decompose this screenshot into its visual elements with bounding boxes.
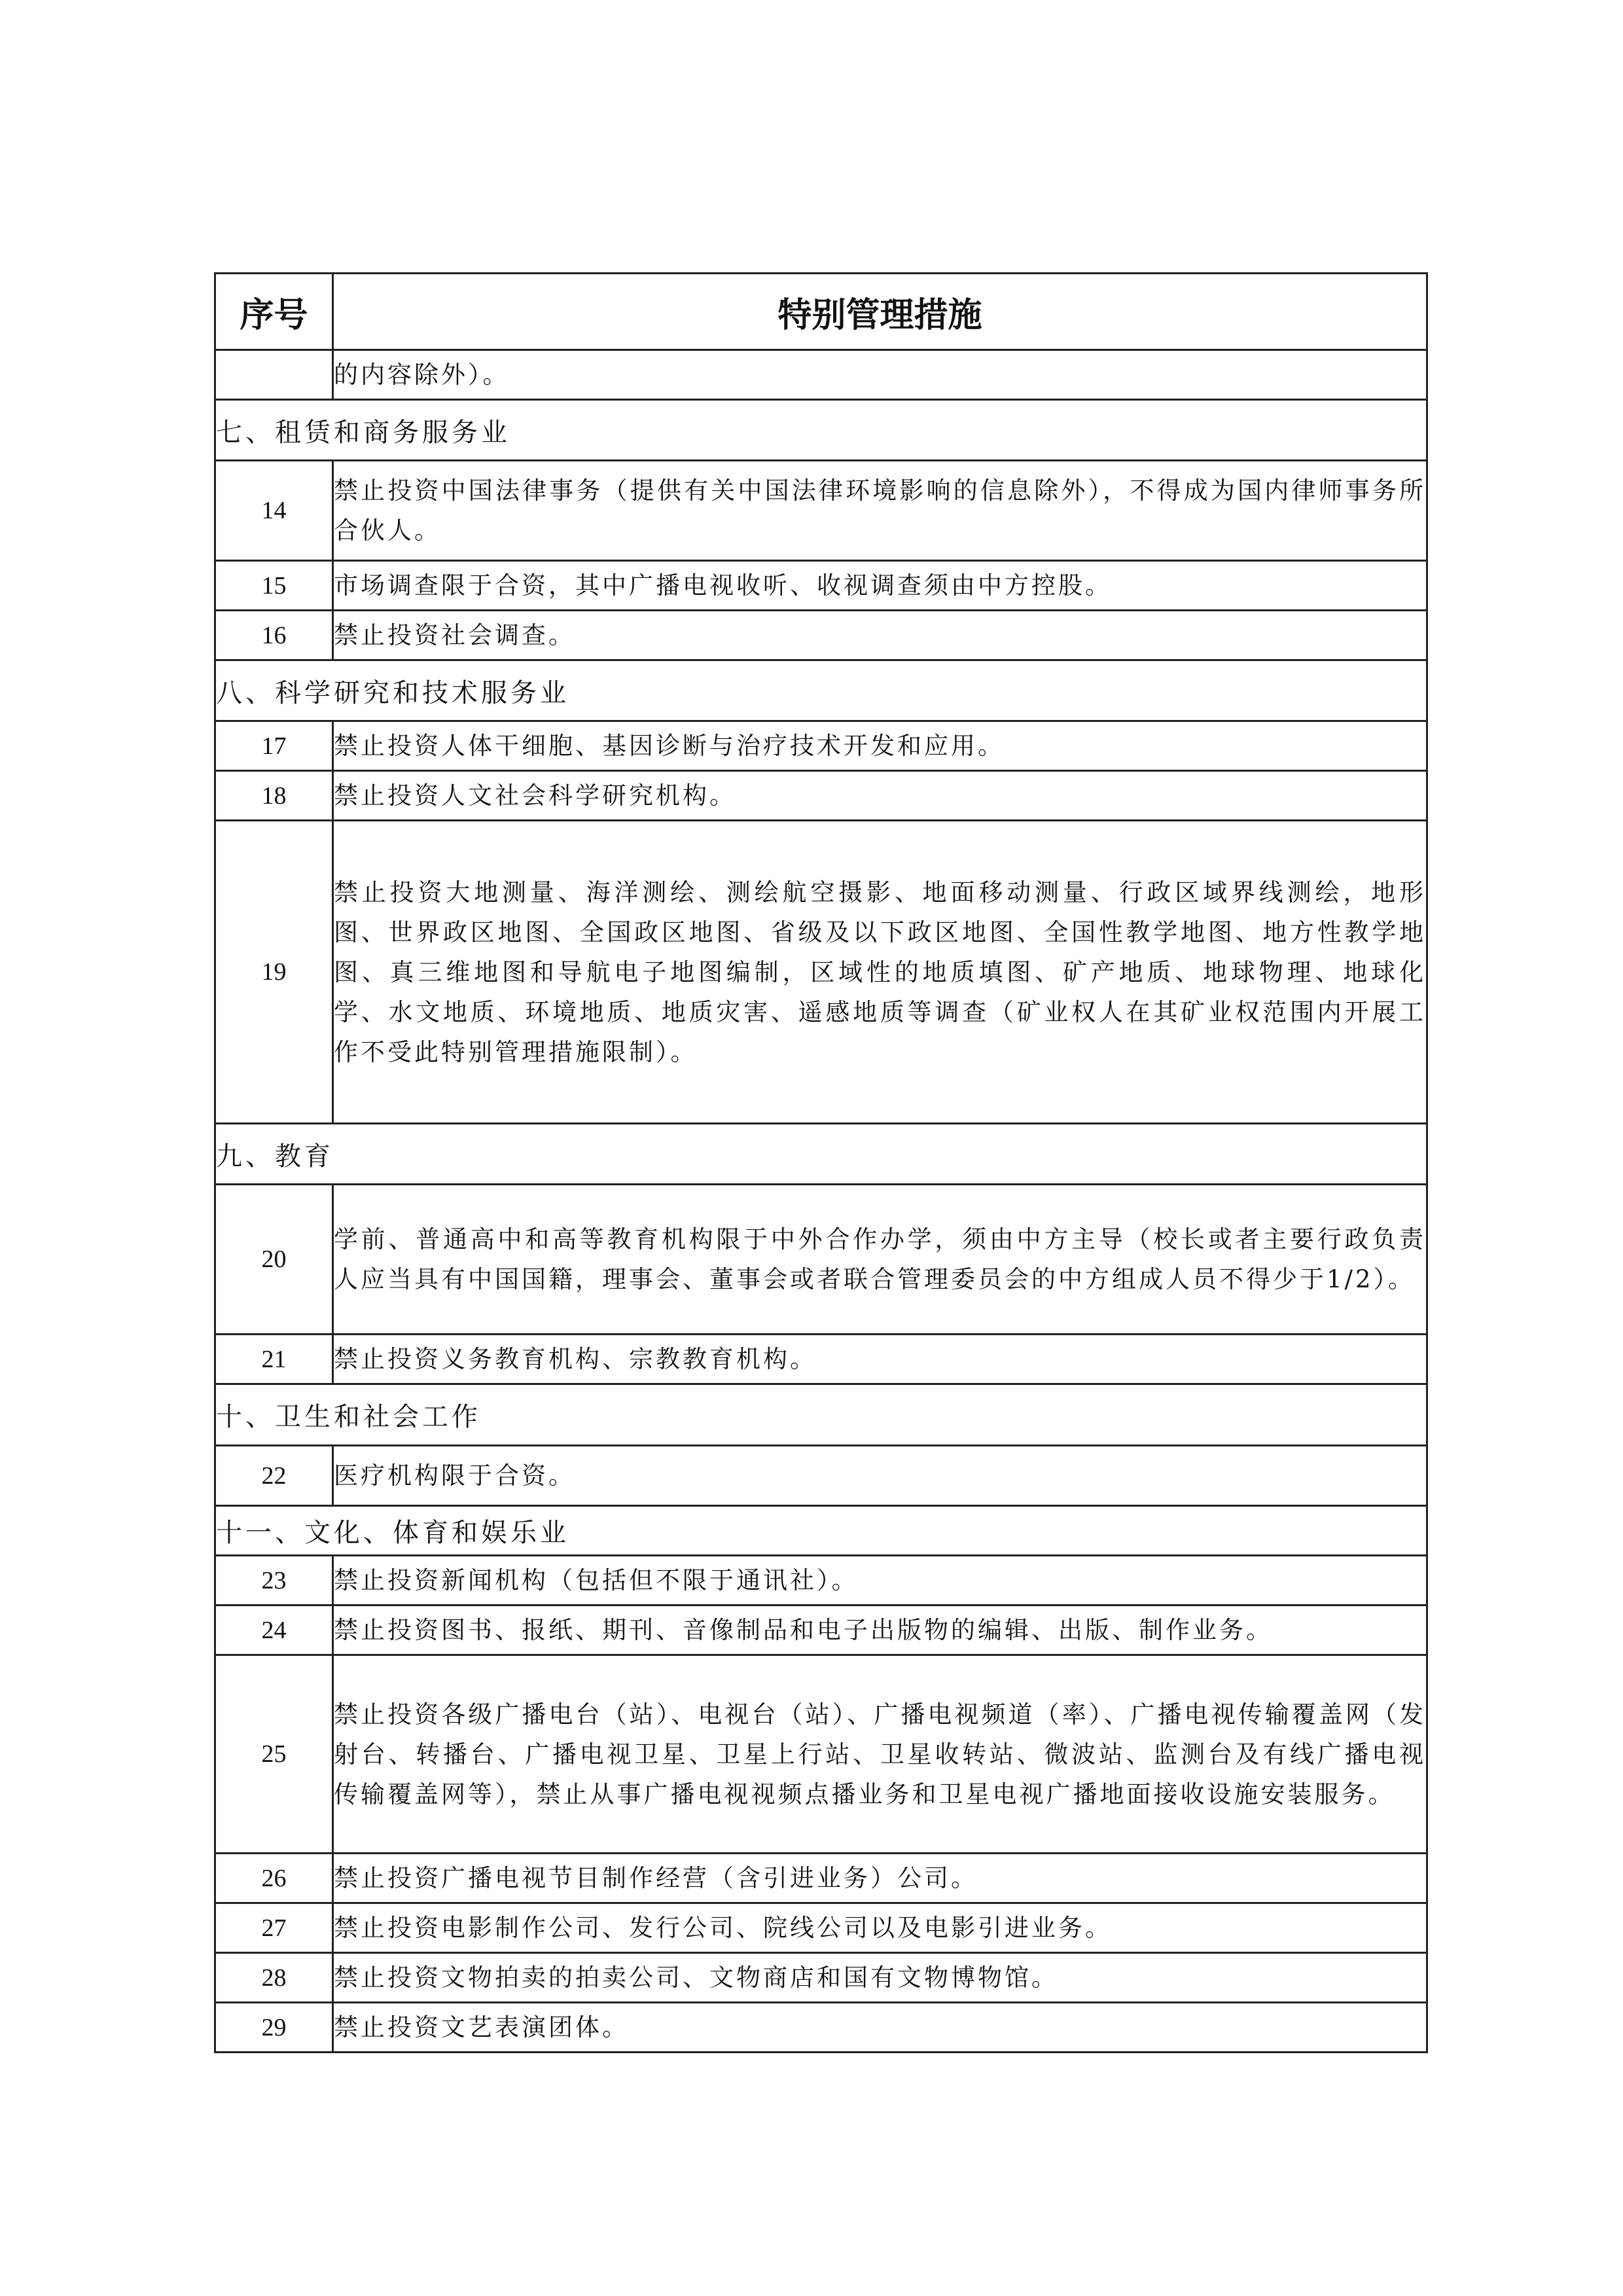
table-row	[215, 1903, 1427, 1953]
section-heading: 九、教育	[215, 1124, 1427, 1185]
row-number: 20	[215, 1185, 333, 1335]
row-text: 禁止投资图书、报纸、期刊、音像制品和电子出版物的编辑、出版、制作业务。	[333, 1605, 1427, 1655]
row-text: 禁止投资电影制作公司、发行公司、院线公司以及电影引进业务。	[333, 1903, 1427, 1953]
row-number: 18	[215, 771, 333, 821]
row-text: 的内容除外）。	[333, 350, 1427, 400]
row-number: 14	[215, 461, 333, 561]
section-row	[215, 1124, 1427, 1185]
row-number: 22	[215, 1446, 333, 1506]
table-row	[215, 1335, 1427, 1384]
table-row	[215, 461, 1427, 561]
row-text: 市场调查限于合资，其中广播电视收听、收视调查须由中方控股。	[333, 561, 1427, 611]
row-number: 28	[215, 1953, 333, 2003]
table-row	[215, 1854, 1427, 1903]
section-heading: 七、租赁和商务服务业	[215, 400, 1427, 461]
row-number: 26	[215, 1854, 333, 1903]
table-header-row	[215, 274, 1427, 350]
header-measures: 特别管理措施	[333, 274, 1427, 350]
row-number: 25	[215, 1655, 333, 1854]
table-row	[215, 721, 1427, 771]
section-heading: 八、科学研究和技术服务业	[215, 660, 1427, 721]
section-row	[215, 1384, 1427, 1446]
row-text: 禁止投资社会调查。	[333, 611, 1427, 660]
row-text: 禁止投资义务教育机构、宗教教育机构。	[333, 1335, 1427, 1384]
table-row	[215, 1655, 1427, 1854]
row-number: 16	[215, 611, 333, 660]
section-row	[215, 400, 1427, 461]
row-number: 27	[215, 1903, 333, 1953]
table-row	[215, 1556, 1427, 1605]
row-text: 学前、普通高中和高等教育机构限于中外合作办学，须由中方主导（校长或者主要行政负责人应当具有中国国籍，理事会、董事会或者联合管理委员会的中方组成人员不得少于1/2）。	[333, 1185, 1427, 1335]
row-number	[215, 350, 333, 400]
row-number: 24	[215, 1605, 333, 1655]
table-row	[215, 1185, 1427, 1335]
table-row	[215, 561, 1427, 611]
row-number: 23	[215, 1556, 333, 1605]
section-row	[215, 1506, 1427, 1556]
row-text: 禁止投资文物拍卖的拍卖公司、文物商店和国有文物博物馆。	[333, 1953, 1427, 2003]
special-measures-table	[214, 272, 1428, 2053]
table-row	[215, 1446, 1427, 1506]
row-text: 禁止投资人体干细胞、基因诊断与治疗技术开发和应用。	[333, 721, 1427, 771]
table-row	[215, 611, 1427, 660]
row-text: 医疗机构限于合资。	[333, 1446, 1427, 1506]
table-row	[215, 1953, 1427, 2003]
row-number: 19	[215, 821, 333, 1124]
row-number: 17	[215, 721, 333, 771]
section-heading: 十、卫生和社会工作	[215, 1384, 1427, 1446]
table-row	[215, 821, 1427, 1124]
row-text: 禁止投资大地测量、海洋测绘、测绘航空摄影、地面移动测量、行政区域界线测绘，地形图、世界政区地图、全国政区地图、省级及以下政区地图、全国性教学地图、地方性教学地图、真三维地图和导航电子地图编制，区域性的地质填图、矿产地质、地球物理、地球化学、水文地质、环境地质、地质灾害、遥感地质等调查（矿业权人在其矿业权范围内开展工作不受此特别管理措施限制）。	[333, 821, 1427, 1124]
row-text: 禁止投资中国法律事务（提供有关中国法律环境影响的信息除外），不得成为国内律师事务所合伙人。	[333, 461, 1427, 561]
header-number: 序号	[215, 274, 333, 350]
row-text: 禁止投资新闻机构（包括但不限于通讯社）。	[333, 1556, 1427, 1605]
section-row	[215, 660, 1427, 721]
row-number: 21	[215, 1335, 333, 1384]
row-text: 禁止投资广播电视节目制作经营（含引进业务）公司。	[333, 1854, 1427, 1903]
row-text: 禁止投资人文社会科学研究机构。	[333, 771, 1427, 821]
row-number: 15	[215, 561, 333, 611]
row-text: 禁止投资文艺表演团体。	[333, 2003, 1427, 2053]
row-number: 29	[215, 2003, 333, 2053]
section-heading: 十一、文化、体育和娱乐业	[215, 1506, 1427, 1556]
table-row	[215, 771, 1427, 821]
table-row	[215, 350, 1427, 400]
table-row	[215, 2003, 1427, 2053]
table-row	[215, 1605, 1427, 1655]
row-text: 禁止投资各级广播电台（站）、电视台（站）、广播电视频道（率）、广播电视传输覆盖网（发射台、转播台、广播电视卫星、卫星上行站、卫星收转站、微波站、监测台及有线广播电视传输覆盖网等），禁止从事广播电视视频点播业务和卫星电视广播地面接收设施安装服务。	[333, 1655, 1427, 1854]
